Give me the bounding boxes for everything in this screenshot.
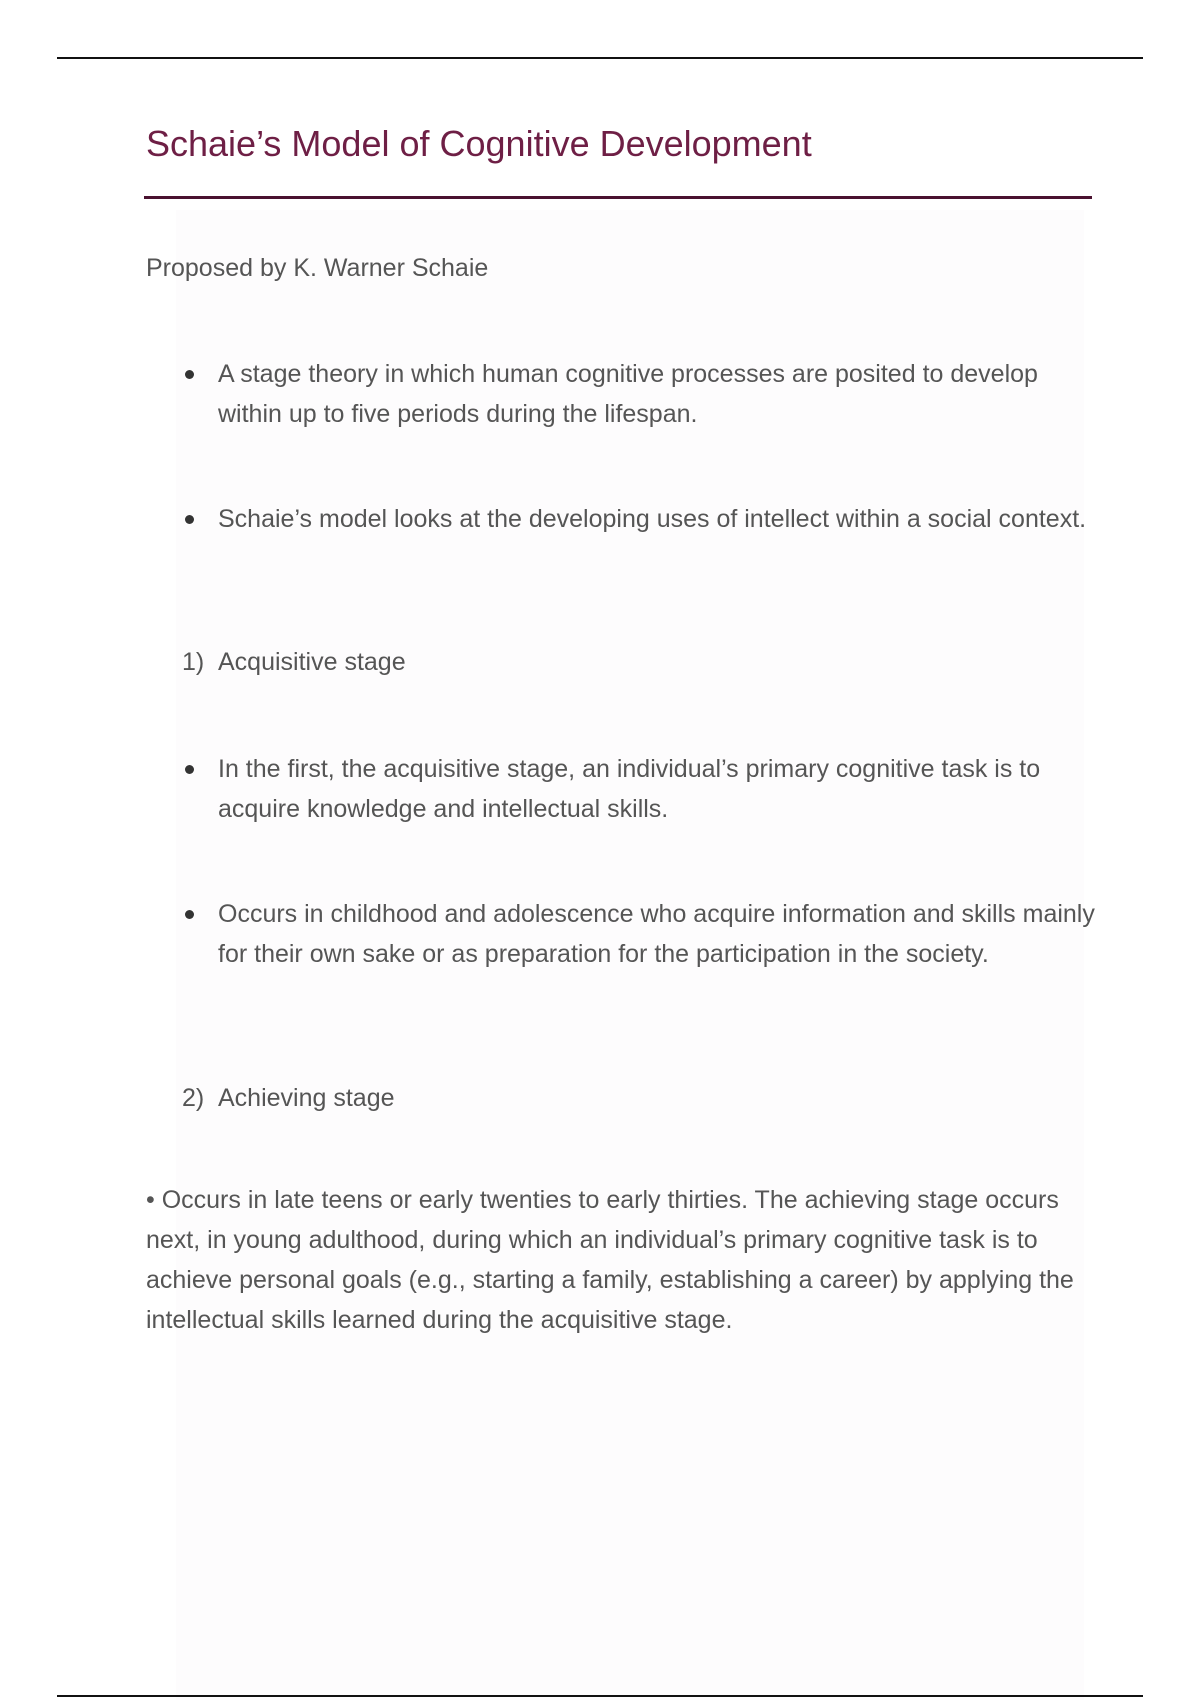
document-title: Schaie’s Model of Cognitive Development xyxy=(146,123,812,164)
list-item xyxy=(176,354,1096,434)
list-item-text: In the first, the acquisitive stage, an individual’s primary cognitive task is to acquire knowledge and intellectual skills. xyxy=(218,755,1041,823)
stage-label: Achieving stage xyxy=(218,1084,395,1112)
subtitle: Proposed by K. Warner Schaie xyxy=(146,254,489,282)
stage-heading-2 xyxy=(182,1078,395,1118)
stage2-paragraph: • Occurs in late teens or early twenties to early thirties. The achieving stage occurs next, in young adulthood, during which an individual’s primary cognitive task is to achieve personal goals (e.g., starting a family, establishing a career) by applying the intellectual skills learned during the acquisitive stage. xyxy=(146,1186,1074,1334)
page-top-rule xyxy=(57,57,1143,59)
stage-number: 1) xyxy=(182,648,205,676)
list-item xyxy=(176,499,1096,539)
list-item-text: A stage theory in which human cognitive processes are posited to develop within up to five periods during the lifespan. xyxy=(218,360,1038,428)
list-item xyxy=(176,749,1096,829)
page-bottom-rule xyxy=(57,1695,1143,1697)
list-item-text: Occurs in childhood and adolescence who acquire information and skills mainly for their own sake or as preparation for the participation in the society. xyxy=(218,900,1095,968)
stage-label: Acquisitive stage xyxy=(218,648,406,676)
stage-heading-1 xyxy=(182,642,406,682)
stage-number: 2) xyxy=(182,1084,205,1112)
list-item xyxy=(176,894,1096,974)
title-underline xyxy=(144,196,1092,199)
list-item-text: Schaie’s model looks at the developing uses of intellect within a social context. xyxy=(218,505,1087,533)
